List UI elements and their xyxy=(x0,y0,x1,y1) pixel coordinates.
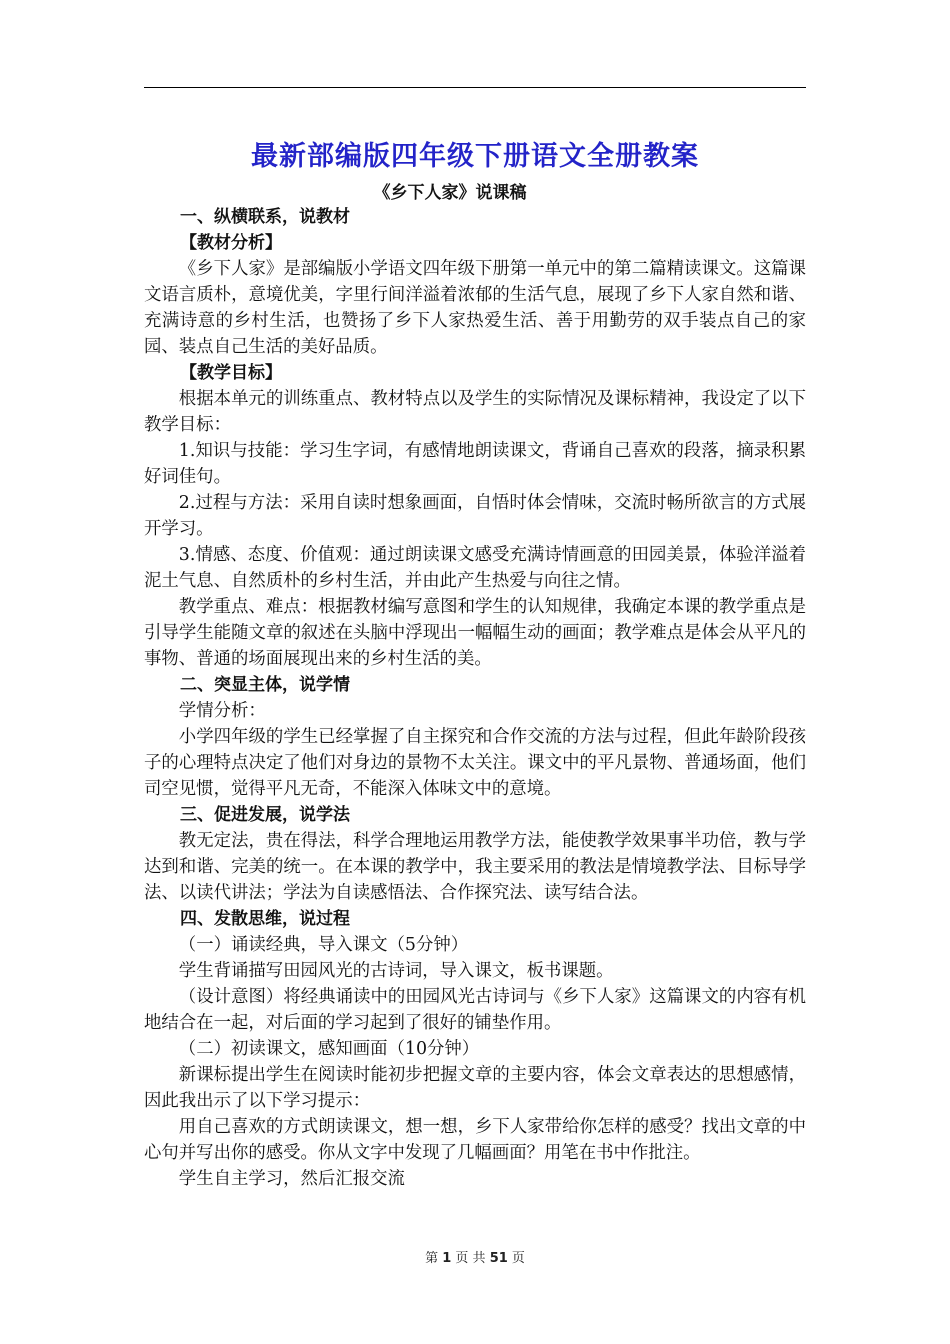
paragraph: 学生背诵描写田园风光的古诗词，导入课文，板书课题。 xyxy=(178,961,614,981)
paragraph: 教学重点、难点：根据教材编写意图和学生的认知规律，我确定本课的教学重点是引导学生能随文章的叙述在头脑中浮现出一幅幅生动的画面；教学难点是体会从平凡的事物、普通的场面展现出来的乡村生活的美。 xyxy=(144,597,806,669)
paragraph: （二）初读课文，感知画面（10分钟） xyxy=(178,1039,480,1059)
section-heading: 二、突显主体，说学情 xyxy=(180,675,350,695)
paragraph: （一）诵读经典，导入课文（5分钟） xyxy=(178,935,469,955)
page-footer xyxy=(0,1247,950,1266)
section-heading: 一、纵横联系，说教材 xyxy=(180,207,350,227)
section-heading: 三、促进发展，说学法 xyxy=(180,805,350,825)
paragraph: 2.过程与方法：采用自读时想象画面，自悟时体会情味，交流时畅所欲言的方式展开学习。 xyxy=(144,493,806,539)
footer-suffix: 页 xyxy=(511,1251,525,1266)
footer-middle: 页 共 xyxy=(455,1251,486,1266)
footer-prefix: 第 xyxy=(425,1251,439,1266)
paragraph: （设计意图）将经典诵读中的田园风光古诗词与《乡下人家》这篇课文的内容有机地结合在一起，对后面的学习起到了很好的铺垫作用。 xyxy=(144,987,806,1033)
section-heading: 【教学目标】 xyxy=(180,363,282,383)
footer-current-page: 1 xyxy=(442,1251,452,1266)
paragraph: 小学四年级的学生已经掌握了自主探究和合作交流的方法与过程，但此年龄阶段孩子的心理特点决定了他们对身边的景物不太关注。课文中的平凡景物、普通场面，他们司空见惯，觉得平凡无奇，不能深入体味文中的意境。 xyxy=(144,727,806,799)
document-subtitle: 《乡下人家》说课稿 xyxy=(373,183,527,203)
document-title: 最新部编版四年级下册语文全册教案 xyxy=(251,141,699,172)
paragraph: 新课标提出学生在阅读时能初步把握文章的主要内容，体会文章表达的思想感情，因此我出示了以下学习提示： xyxy=(144,1065,806,1111)
paragraph: 《乡下人家》是部编版小学语文四年级下册第一单元中的第二篇精读课文。这篇课文语言质朴，意境优美，字里行间洋溢着浓郁的生活气息，展现了乡下人家自然和谐、充满诗意的乡村生活，也赞扬了乡下人家热爱生活、善于用勤劳的双手装点自己的家园、装点自己生活的美好品质。 xyxy=(144,259,806,357)
paragraph: 用自己喜欢的方式朗读课文，想一想，乡下人家带给你怎样的感受？找出文章的中心句并写出你的感受。你从文字中发现了几幅画面？用笔在书中作批注。 xyxy=(144,1117,806,1163)
paragraph: 根据本单元的训练重点、教材特点以及学生的实际情况及课标精神，我设定了以下教学目标： xyxy=(144,389,806,435)
document-body xyxy=(144,204,806,1192)
section-heading: 四、发散思维，说过程 xyxy=(180,909,350,929)
section-heading: 【教材分析】 xyxy=(180,233,282,253)
footer-total-pages: 51 xyxy=(489,1251,508,1266)
paragraph: 学情分析： xyxy=(178,701,266,721)
paragraph: 教无定法，贵在得法，科学合理地运用教学方法，能使教学效果事半功倍，教与学达到和谐、完美的统一。在本课的教学中，我主要采用的教法是情境教学法、目标导学法、以读代讲法；学法为自读感悟法、合作探究法、读写结合法。 xyxy=(144,831,806,903)
paragraph: 学生自主学习，然后汇报交流 xyxy=(178,1169,405,1189)
paragraph: 1.知识与技能：学习生字词，有感情地朗读课文，背诵自己喜欢的段落，摘录积累好词佳句。 xyxy=(144,441,806,487)
paragraph: 3.情感、态度、价值观：通过朗读课文感受充满诗情画意的田园美景，体验洋溢着泥土气息、自然质朴的乡村生活，并由此产生热爱与向往之情。 xyxy=(144,545,806,591)
header-rule xyxy=(144,87,806,88)
